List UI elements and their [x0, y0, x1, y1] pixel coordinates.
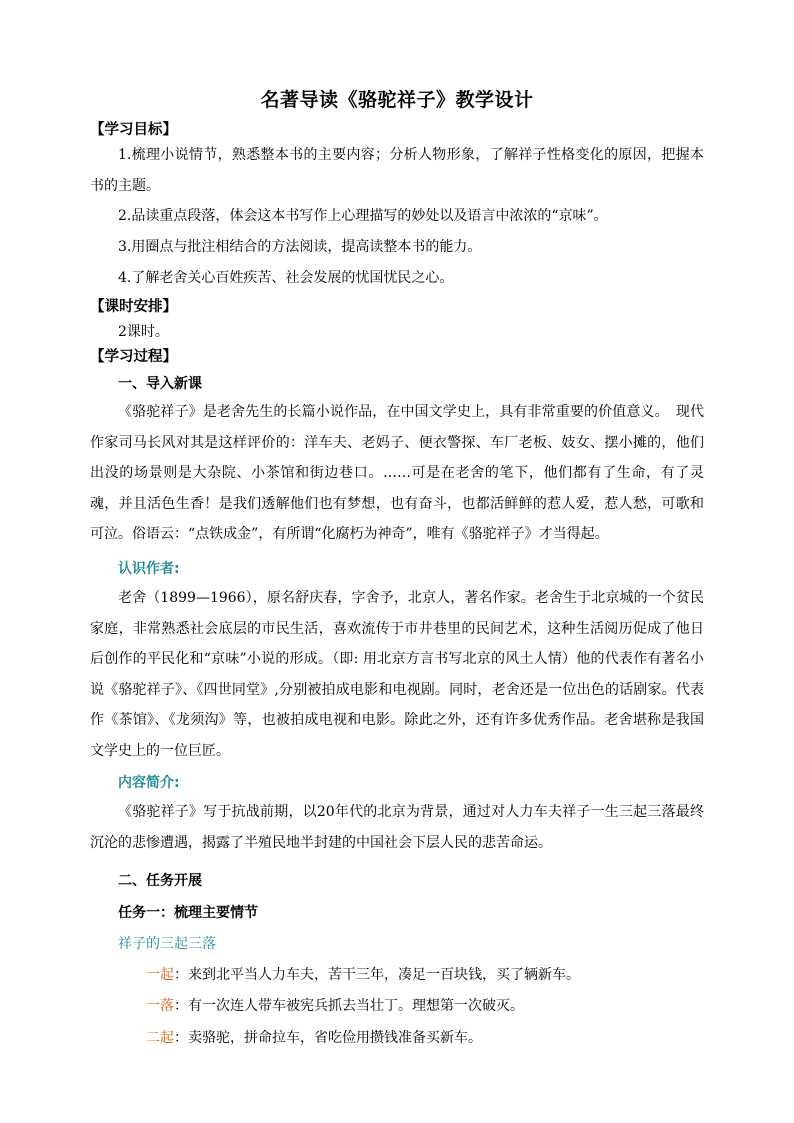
part-two-heading: 二、任务开展 — [118, 873, 202, 889]
event-item-1 — [146, 964, 580, 984]
section-heading-goals: 【学习目标】 — [90, 122, 177, 138]
part-one-heading: 一、导入新课 — [118, 376, 202, 392]
schedule-text: 2课时。 — [118, 324, 169, 340]
event-label: 二起 — [146, 1030, 174, 1046]
author-paragraph: 老舍（1899—1966），原名舒庆春，字舍予，北京人，著名作家。老舍生于北京城的一个贫民家庭，非常熟悉社会底层的市民生活，喜欢流传于市井巷里的民间艺术，这种生活阅历促成了他日后创作的平民化和“京味”小说的形成。（即: 用北京方言书写北京的风土人情）他的代表作有著名小说《骆驼祥子》、《四世同堂》,分别被拍成电影和电视剧。同时，老舍还是一位出色的话剧家。代表作《茶馆》、《龙须沟》等，也被拍成电视和电影。除此之外，还有许多优秀作品。老舍堪称是我国文学史上的一位巨匠。 — [90, 590, 704, 759]
event-item-3 — [146, 1027, 482, 1047]
section-heading-process: 【学习过程】 — [90, 349, 177, 365]
goal-item-3: 3.用圈点与批注相结合的方法阅读，提高读整本书的能力。 — [118, 239, 482, 255]
author-heading: 认识作者: — [118, 561, 180, 577]
goal-item-4: 4.了解老舍关心百姓疾苦、社会发展的忧国忧民之心。 — [118, 270, 454, 286]
event-text: ：有一次连人带车被宪兵抓去当壮丁。理想第一次破灭。 — [174, 998, 524, 1014]
section-heading-schedule: 【课时安排】 — [90, 299, 177, 315]
document-title: 名著导读《骆驼祥子》教学设计 — [260, 89, 534, 111]
task-one-heading: 任务一：梳理主要情节 — [118, 905, 258, 921]
event-text: ：卖骆驼，拼命拉车，省吃俭用攒钱准备买新车。 — [174, 1030, 482, 1046]
event-text: ：来到北平当人力车夫，苦干三年，凑足一百块钱，买了辆新车。 — [174, 967, 580, 983]
goal-item-1: 1.梳理小说情节，熟悉整本书的主要内容；分析人物形象，了解祥子性格变化的原因，把握本书的主题。 — [90, 147, 704, 194]
event-item-2 — [146, 995, 524, 1015]
intro-paragraph: 《骆驼祥子》是老舍先生的长篇小说作品，在中国文学史上，具有非常重要的价值意义。 现代作家司马长风对其是这样评价的：洋车夫、老妈子、便衣警探、车厂老板、妓女、摆小摊的，他们出没的场景则是大杂院、小茶馆和街边巷口。……可是在老舍的笔下，他们都有了生命，有了灵魂，并且活色生香！是我们透解他们也有梦想，也有奋斗，也都活鲜鲜的惹人爱，惹人愁，可歌和可泣。俗语云：“点铁成金”，有所谓“化腐朽为神奇”，唯有《骆驼祥子》才当得起。 — [90, 404, 704, 542]
content-paragraph: 《骆驼祥子》写于抗战前期，以20年代的北京为背景，通过对人力车夫祥子一生三起三落最终沉沦的悲惨遭遇，揭露了半殖民地半封建的中国社会下层人民的悲苦命运。 — [90, 804, 704, 851]
goal-item-2: 2.品读重点段落，体会这本书写作上心理描写的妙处以及语言中浓浓的“京味”。 — [118, 208, 608, 224]
event-label: 一落 — [146, 998, 174, 1014]
ups-downs-heading: 祥子的三起三落 — [118, 936, 216, 952]
content-heading: 内容简介: — [118, 775, 180, 791]
event-label: 一起 — [146, 967, 174, 983]
